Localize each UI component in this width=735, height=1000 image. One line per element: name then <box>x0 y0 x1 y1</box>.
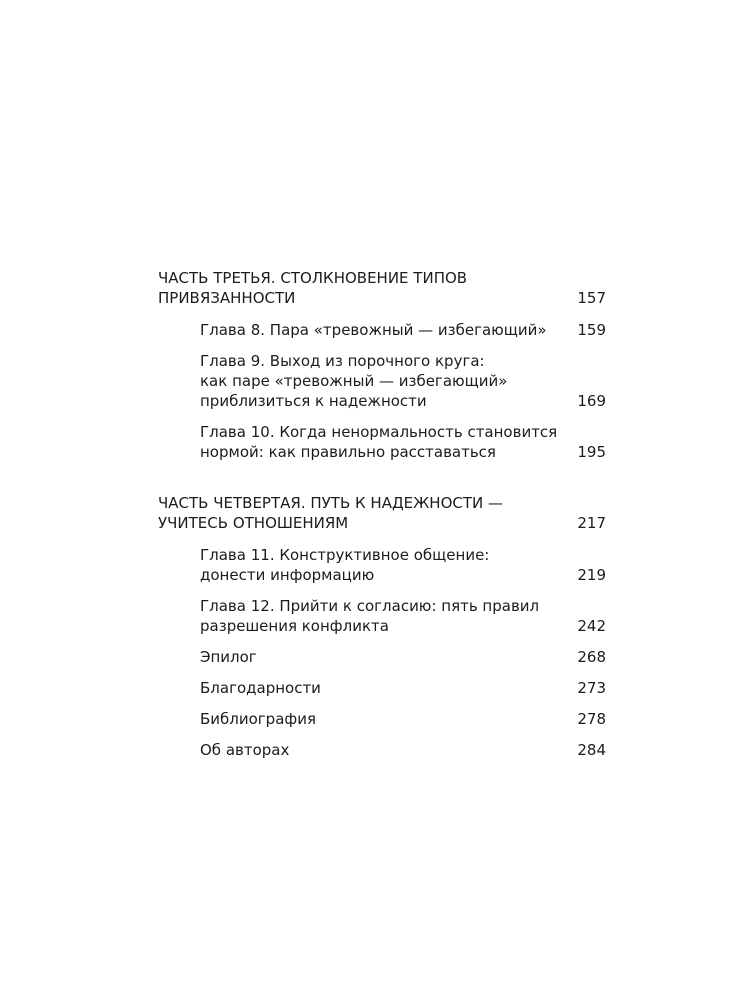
toc-entry-title <box>158 351 550 411</box>
toc-entry-title <box>158 709 550 729</box>
toc-entry-about-authors <box>158 740 606 760</box>
toc-title-line: Глава 9. Выход из порочного круга: <box>200 352 485 370</box>
toc-entry-title <box>158 493 606 533</box>
toc-title-line: Глава 8. Пара «тревожный — избегающий» <box>200 321 547 339</box>
toc-title-line: Глава 11. Конструктивное общение: <box>200 546 490 564</box>
toc-entry-title <box>158 647 550 667</box>
toc-page-number: 159 <box>577 321 606 339</box>
toc-title-line: Библиография <box>200 710 316 728</box>
toc-page-number: 157 <box>577 289 606 307</box>
toc-page-number: 217 <box>577 514 606 532</box>
toc-entry-acknowledgments <box>158 678 606 698</box>
toc-title-line: нормой: как правильно расставаться <box>200 443 496 461</box>
toc-entry-title <box>158 268 606 308</box>
toc-entry-chapter-12 <box>158 596 606 636</box>
toc-entry-title <box>158 422 558 462</box>
toc-page-number: 169 <box>577 392 606 410</box>
toc-title-line: разрешения конфликта <box>200 617 389 635</box>
toc-page-number: 284 <box>577 741 606 759</box>
toc-entry-epilogue <box>158 647 606 667</box>
toc-title-line: Благодарности <box>200 679 321 697</box>
toc-title-line: Глава 10. Когда ненормальность становится <box>200 423 558 441</box>
toc-title-line: Глава 12. Прийти к согласию: пять правил <box>200 597 540 615</box>
toc-entry-chapter-9 <box>158 351 606 411</box>
toc-title-line: как паре «тревожный — избегающий» <box>200 372 508 390</box>
toc-entry-title <box>158 740 550 760</box>
toc-title-line: приблизиться к надежности <box>200 392 427 410</box>
toc-entry-part-three <box>158 268 606 308</box>
toc-entry-chapter-11 <box>158 545 606 585</box>
toc-entry-bibliography <box>158 709 606 729</box>
toc-entry-title <box>158 320 550 340</box>
toc-page-number: 278 <box>577 710 606 728</box>
toc-title-line: УЧИТЕСЬ ОТНОШЕНИЯМ <box>158 514 349 532</box>
toc-page-number: 195 <box>577 443 606 461</box>
toc-page-number: 268 <box>577 648 606 666</box>
toc-title-line: Об авторах <box>200 741 290 759</box>
toc-page-number: 273 <box>577 679 606 697</box>
toc-title-line: ПРИВЯЗАННОСТИ <box>158 289 296 307</box>
table-of-contents <box>158 0 606 1000</box>
toc-title-line: Эпилог <box>200 648 257 666</box>
toc-page-number: 219 <box>577 566 606 584</box>
toc-title-line: донести информацию <box>200 566 375 584</box>
toc-entry-chapter-8 <box>158 320 606 340</box>
toc-entry-title <box>158 596 550 636</box>
toc-entry-chapter-10 <box>158 422 606 462</box>
toc-page-number: 242 <box>577 617 606 635</box>
toc-title-line: ЧАСТЬ ЧЕТВЕРТАЯ. ПУТЬ К НАДЕЖНОСТИ — <box>158 494 504 512</box>
toc-entry-part-four <box>158 493 606 533</box>
toc-entry-title <box>158 678 550 698</box>
toc-entry-title <box>158 545 550 585</box>
toc-title-line: ЧАСТЬ ТРЕТЬЯ. СТОЛКНОВЕНИЕ ТИПОВ <box>158 269 468 287</box>
